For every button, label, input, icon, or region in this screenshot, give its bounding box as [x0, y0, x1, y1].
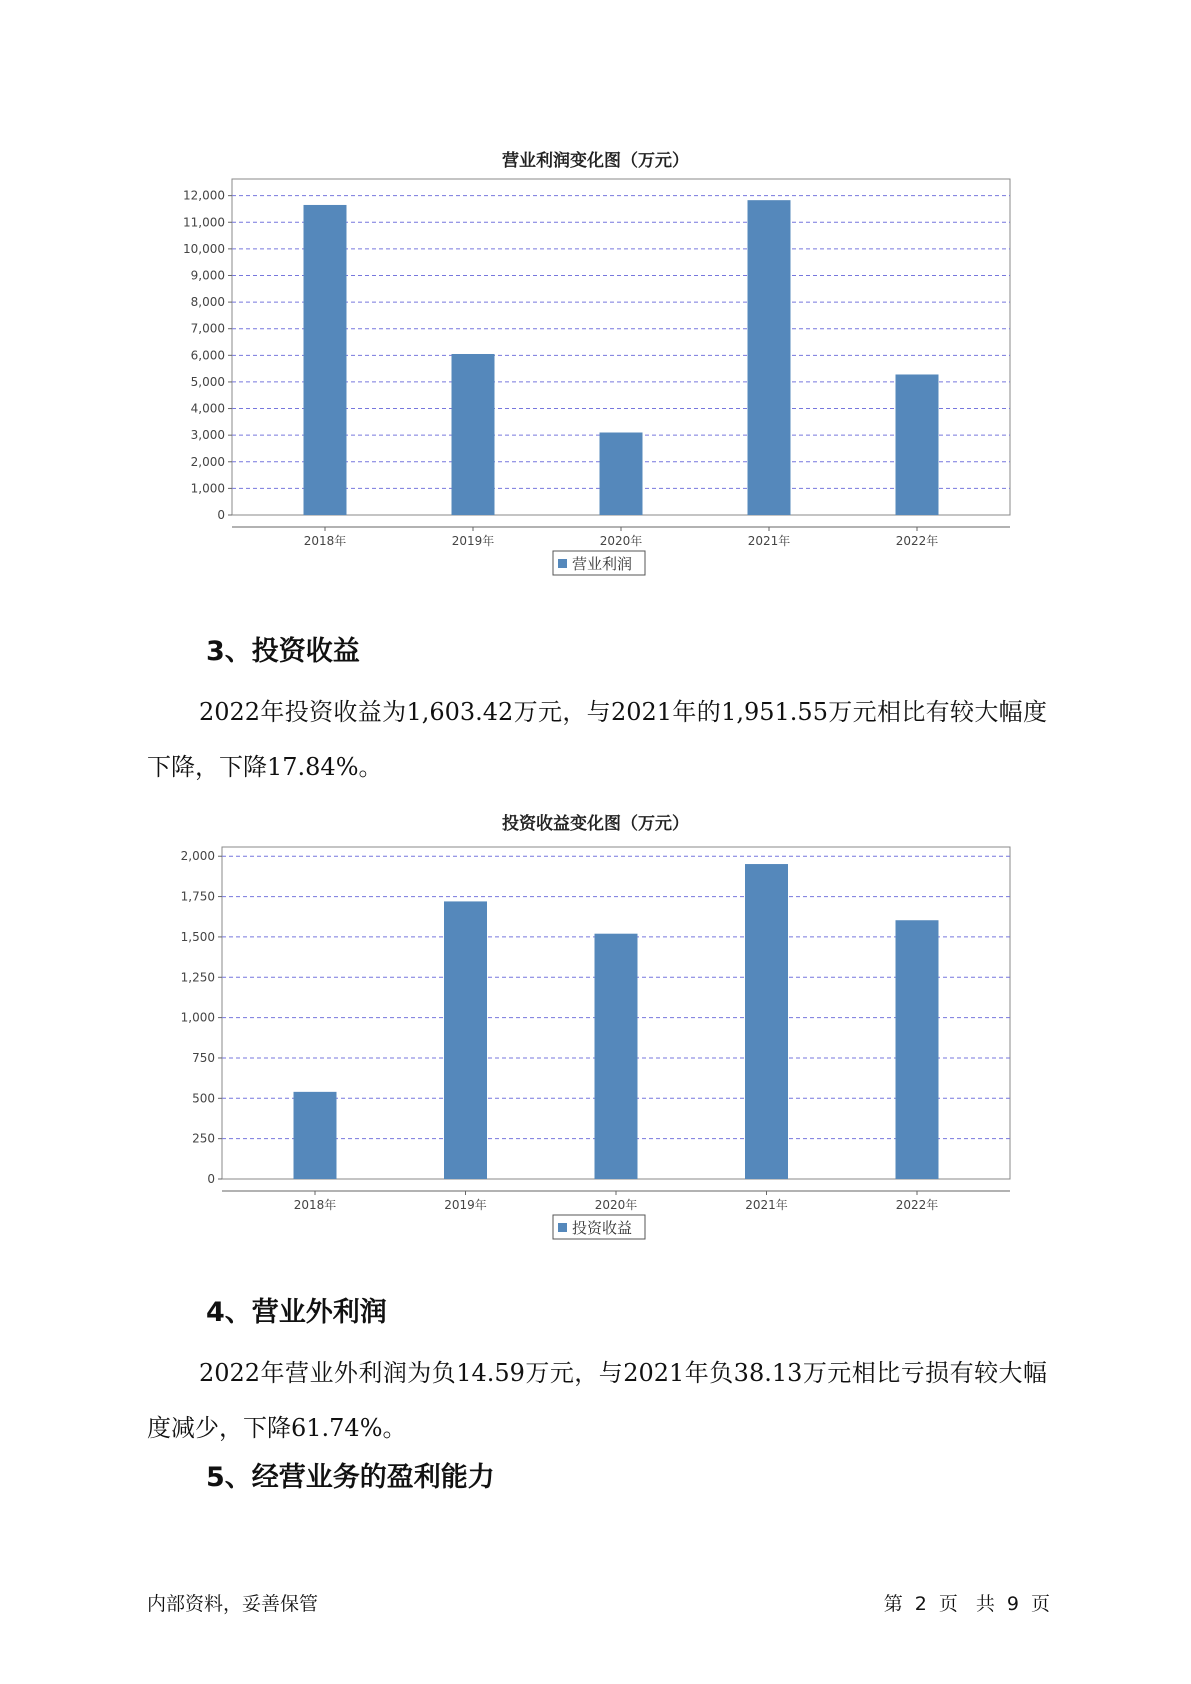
section-4-paragraph: 2022年营业外利润为负14.59万元，与2021年负38.13万元相比亏损有较大幅度减少，下降61.74%。	[147, 1359, 1047, 1442]
bar-2019年	[444, 901, 487, 1179]
bar-2021年	[748, 200, 791, 515]
y-tick-label: 9,000	[190, 268, 225, 283]
bar-2020年	[600, 433, 643, 516]
x-tick-label: 2021年	[745, 1198, 788, 1212]
y-tick-label: 750	[192, 1050, 215, 1065]
x-tick-label: 2021年	[747, 534, 791, 548]
x-tick-label: 2018年	[303, 534, 347, 548]
y-tick-label: 250	[192, 1131, 215, 1146]
operating-profit-chart-title: 营业利润变化图（万元）	[502, 151, 689, 171]
bar-2022年	[896, 374, 939, 515]
section-3-heading: 3、投资收益	[206, 636, 360, 667]
y-tick-label: 5,000	[190, 374, 225, 389]
bar-2021年	[745, 864, 788, 1179]
y-tick-label: 6,000	[190, 348, 225, 363]
x-tick-label: 2019年	[444, 1198, 487, 1212]
legend-label: 营业利润	[572, 555, 633, 573]
y-tick-label: 7,000	[190, 321, 225, 336]
y-tick-label: 4,000	[190, 401, 225, 416]
legend-swatch	[558, 1223, 567, 1232]
y-tick-label: 1,750	[180, 889, 215, 904]
bar-2019年	[452, 354, 495, 515]
total-prefix: 共	[975, 1593, 995, 1615]
x-tick-label: 2022年	[895, 1198, 939, 1212]
total-pages: 9	[1006, 1593, 1019, 1615]
y-tick-label: 1,000	[190, 481, 225, 496]
y-tick-label: 1,000	[180, 1010, 215, 1025]
y-tick-label: 1,500	[180, 929, 215, 944]
page-prefix: 第	[883, 1593, 903, 1615]
section-3-paragraph: 2022年投资收益为1,603.42万元，与2021年的1,951.55万元相比有较大幅度下降，下降17.84%。	[147, 698, 1047, 781]
y-tick-label: 3,000	[190, 428, 225, 443]
page-number: 2	[914, 1593, 927, 1615]
investment-income-chart-title: 投资收益变化图（万元）	[502, 814, 689, 834]
x-tick-label: 2020年	[594, 1198, 638, 1212]
legend-swatch	[558, 559, 567, 568]
y-tick-label: 10,000	[183, 241, 225, 256]
y-tick-label: 500	[192, 1091, 215, 1106]
investment-income-chart	[0, 838, 1191, 1263]
footer-confidential-note: 内部资料，妥善保管	[147, 1593, 319, 1615]
y-tick-label: 12,000	[183, 188, 225, 203]
bar-2018年	[294, 1092, 337, 1179]
bar-2022年	[896, 920, 939, 1179]
y-tick-label: 2,000	[190, 454, 225, 469]
x-tick-label: 2019年	[451, 534, 495, 548]
y-tick-label: 8,000	[190, 295, 225, 310]
bar-2018年	[304, 205, 347, 515]
page-mid: 页	[938, 1593, 958, 1615]
x-tick-label: 2020年	[599, 534, 643, 548]
y-tick-label: 0	[207, 1172, 215, 1186]
y-tick-label: 1,250	[180, 970, 215, 985]
bar-2020年	[595, 934, 638, 1179]
y-tick-label: 2,000	[180, 849, 215, 864]
section-4-heading: 4、营业外利润	[206, 1297, 387, 1328]
legend-label: 投资收益	[572, 1219, 633, 1237]
y-tick-label: 0	[217, 508, 225, 522]
operating-profit-chart	[0, 170, 1191, 595]
x-tick-label: 2022年	[895, 534, 939, 548]
page-suffix: 页	[1030, 1593, 1050, 1615]
y-tick-label: 11,000	[183, 215, 225, 230]
x-tick-label: 2018年	[293, 1198, 337, 1212]
footer-page-indicator	[878, 1589, 1056, 1616]
section-5-heading: 5、经营业务的盈利能力	[206, 1462, 495, 1493]
